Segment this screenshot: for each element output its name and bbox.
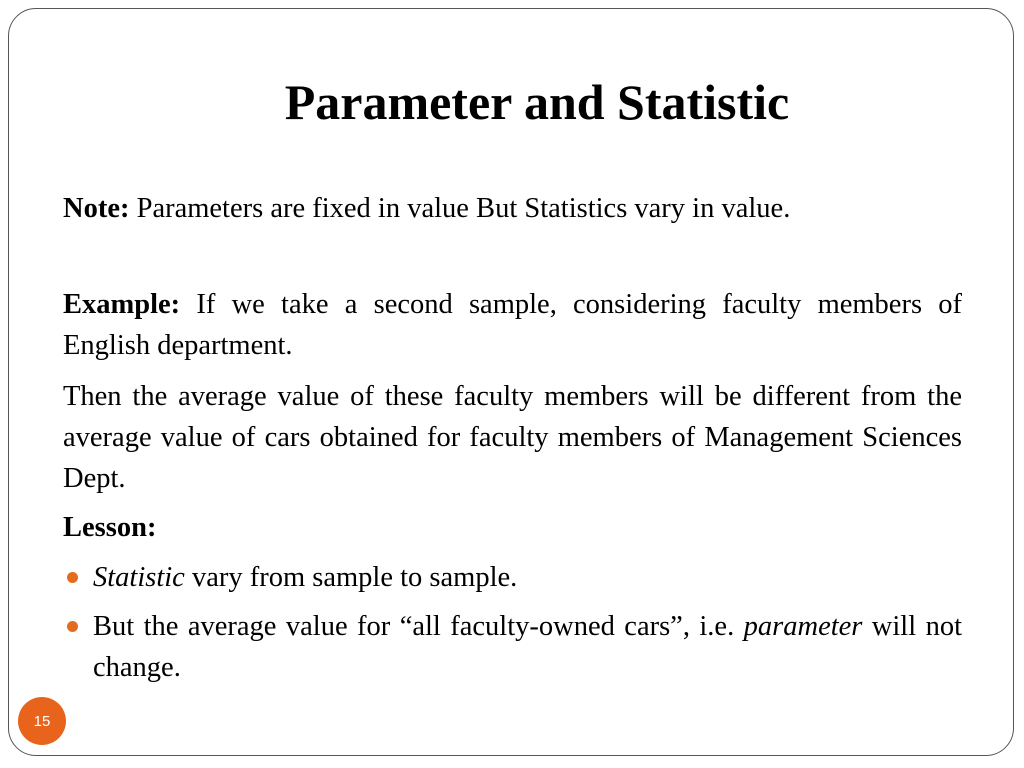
page-number-badge: 15: [18, 697, 66, 745]
then-paragraph: Then the average value of these faculty members will be different from the average value of cars obtained for faculty members of Management Sciences Dept.: [63, 381, 962, 494]
bullet-italic-term: Statistic: [93, 562, 185, 593]
bullet-italic-term: parameter: [743, 611, 863, 642]
bullet-text: But the average value for “all faculty-owned cars”, i.e.: [93, 611, 744, 642]
note-text: Parameters are fixed in value But Statistics vary in value.: [129, 193, 791, 224]
slide-title: Parameter and Statistic: [284, 74, 790, 130]
note-label: Note:: [63, 193, 130, 224]
lesson-label: Lesson:: [63, 512, 157, 543]
bullet-dot-icon: [67, 572, 78, 583]
list-item: [63, 557, 962, 598]
bullet-dot-icon: [67, 621, 78, 632]
bullet-tail-text: will not change.: [93, 611, 962, 683]
example-text: If we take a second sample, considering faculty members of English department.: [63, 289, 962, 361]
bullet-text: vary from sample to sample.: [184, 562, 518, 593]
lesson-bullet-list: [63, 557, 962, 696]
note-paragraph: [63, 188, 962, 229]
example-paragraph: [63, 284, 962, 366]
list-item: [63, 606, 962, 688]
example-label: Example:: [63, 289, 181, 320]
